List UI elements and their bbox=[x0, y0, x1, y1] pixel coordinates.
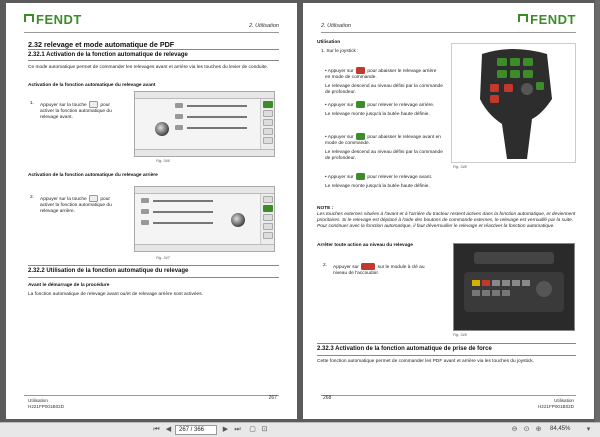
bullet-text: Appuyer sur bbox=[327, 175, 354, 180]
step-text: Appuyer sur la touche pour activer la fonction automatique du relevage avant. bbox=[40, 103, 112, 120]
bullet-marker: • bbox=[325, 69, 328, 74]
fit-width-icon[interactable]: ⊡ bbox=[261, 426, 268, 433]
divider bbox=[28, 49, 279, 50]
bullet-marker: • bbox=[325, 175, 328, 180]
next-page-icon[interactable]: ▶ bbox=[222, 426, 229, 433]
page-header bbox=[321, 11, 576, 33]
step-text: Appuyer sur sur le module à clé au niveau de l'accoudoir. bbox=[333, 265, 425, 276]
heading-rear-hitch: Activation de la fonction automatique du relevage arrière bbox=[28, 173, 158, 178]
divider bbox=[28, 265, 279, 266]
divider bbox=[317, 355, 576, 356]
figure-caption: Fig. 348 bbox=[453, 165, 467, 169]
body-text: Cette fonction automatique permet de commander les PDF avant et arrière via les touches du joystick. bbox=[317, 359, 535, 364]
bullet-text: Appuyer sur bbox=[327, 103, 354, 108]
figure-caption: Fig. 349 bbox=[453, 333, 467, 337]
subsection-title: 2.32.2 Utilisation de la fonction automatique du relevage bbox=[28, 268, 189, 274]
fendt-logo: FENDT bbox=[24, 12, 82, 27]
bullet-result: Le relevage monte jusqu'à la butée haute définie. bbox=[325, 184, 430, 189]
terminal-screenshot-front bbox=[134, 91, 275, 157]
page-number: 267 bbox=[268, 395, 277, 401]
instruction-bullet bbox=[325, 173, 443, 190]
last-page-icon[interactable]: ⏭ bbox=[234, 426, 241, 433]
page-267 bbox=[6, 3, 297, 419]
page-268 bbox=[303, 3, 594, 419]
instruction-bullet bbox=[325, 101, 443, 118]
section-title: 2.32 relevage et mode automatique de PDF bbox=[28, 40, 175, 49]
joystick-key-icon bbox=[356, 67, 365, 74]
bullet-marker: • bbox=[325, 135, 328, 140]
footer-text: Utilisation H221FP001B02D bbox=[28, 398, 65, 409]
zoom-out-icon[interactable]: ⊖ bbox=[511, 426, 518, 433]
figure-caption: Fig. 346 bbox=[156, 159, 170, 163]
viewer-toolbar bbox=[0, 422, 600, 437]
heading-before-start: Avant le démarrage de la procédure bbox=[28, 283, 110, 288]
bullet-text: pour abaisser le relevage avant en mode de commande. bbox=[325, 135, 441, 146]
heading-stop: Arrêter toute action au niveau du relevage bbox=[317, 243, 413, 248]
zoom-level[interactable]: 84,45% bbox=[550, 426, 571, 432]
bullet-text: pour relever le relevage avant. bbox=[367, 175, 433, 180]
page-number-field[interactable]: 267 / 366 bbox=[175, 425, 217, 435]
previous-page-icon[interactable]: ◀ bbox=[165, 426, 172, 433]
bullet-result: Le relevage monte jusqu'à la butée haute définie. bbox=[325, 112, 430, 117]
heading-use: Utilisation bbox=[317, 40, 341, 45]
bullet-text: Appuyer sur bbox=[327, 135, 354, 140]
first-page-icon[interactable]: ⏮ bbox=[153, 426, 160, 433]
bullet-marker: • bbox=[325, 103, 328, 108]
divider bbox=[28, 60, 279, 61]
bullet-text: Appuyer sur bbox=[327, 69, 354, 74]
front-hitch-auto-key-icon bbox=[89, 101, 98, 108]
page-header bbox=[24, 11, 279, 33]
step-number: 2. bbox=[323, 263, 328, 268]
note-text: Les touches externes situées à l'avant et à l'arrière du tracteur restent actives dans la fonction automatique, et deviennent prioritaires. Si le relevage est déplacé à l'aide des boutons de commande externes, le relevage est verrouillé par la suite. Pour continuer avec la fonction automatique, il faut déverrouiller le relevage et réactiver la fonction automatique. bbox=[317, 212, 576, 229]
subsection-title: 2.32.1 Activation de la fonction automatique de relevage bbox=[28, 52, 188, 58]
footer-text: Utilisation H221FP001B02D bbox=[537, 398, 574, 409]
bullet-result: Le relevage descend au niveau défini par la commande de profondeur. bbox=[325, 150, 443, 161]
joystick-image bbox=[451, 43, 576, 163]
chapter-label: 2. Utilisation bbox=[321, 23, 351, 29]
subsection-title: 2.32.3 Activation de la fonction automatique de prise de force bbox=[317, 346, 492, 352]
instruction-bullet bbox=[325, 133, 443, 162]
heading-front-hitch: Activation de la fonction automatique du relevage avant bbox=[28, 83, 156, 88]
chapter-label: 2. Utilisation bbox=[249, 23, 279, 29]
page-number: 268 bbox=[323, 395, 332, 401]
fendt-logo: FENDT bbox=[518, 12, 576, 27]
vertical-scrollbar[interactable] bbox=[595, 0, 600, 422]
terminal-screenshot-rear bbox=[134, 186, 275, 252]
bullet-text: pour abaisser le relevage arrière en mode de commande. bbox=[325, 69, 437, 80]
bullet-text: pour relever le relevage arrière. bbox=[367, 103, 435, 108]
divider bbox=[317, 343, 576, 344]
bullet-result: Le relevage descend au niveau défini par la commande de profondeur. bbox=[325, 84, 443, 95]
rear-hitch-auto-key-icon bbox=[89, 195, 98, 202]
figure-caption: Fig. 347 bbox=[156, 256, 170, 260]
body-text: La fonction automatique de relevage avant ou/et de relevage arrière sont activées. bbox=[28, 292, 203, 297]
zoom-menu-icon[interactable]: ▾ bbox=[586, 426, 591, 433]
step-number: 2. bbox=[30, 195, 35, 200]
zoom-slider-icon[interactable]: ⊙ bbox=[523, 426, 530, 433]
zoom-in-icon[interactable]: ⊕ bbox=[535, 426, 542, 433]
stop-key-icon bbox=[361, 263, 375, 270]
note-title: NOTE : bbox=[317, 206, 334, 211]
joystick-key-icon bbox=[356, 173, 365, 180]
instruction-bullet bbox=[325, 67, 443, 96]
armrest-keypad-image bbox=[453, 243, 575, 331]
step-text: Appuyer sur la touche pour activer la fonction automatique du relevage arrière. bbox=[40, 197, 112, 214]
divider bbox=[28, 277, 279, 278]
joystick-key-icon bbox=[356, 101, 365, 108]
intro-text: Ce mode automatique permet de commander les relevages avant et arrière via les touches du levier de conduite. bbox=[28, 65, 268, 70]
joystick-key-icon bbox=[356, 133, 365, 140]
step-number: 1. bbox=[30, 101, 35, 106]
step-text: 1. Sur le joystick : bbox=[321, 49, 359, 54]
fit-page-icon[interactable]: ▢ bbox=[249, 426, 256, 433]
